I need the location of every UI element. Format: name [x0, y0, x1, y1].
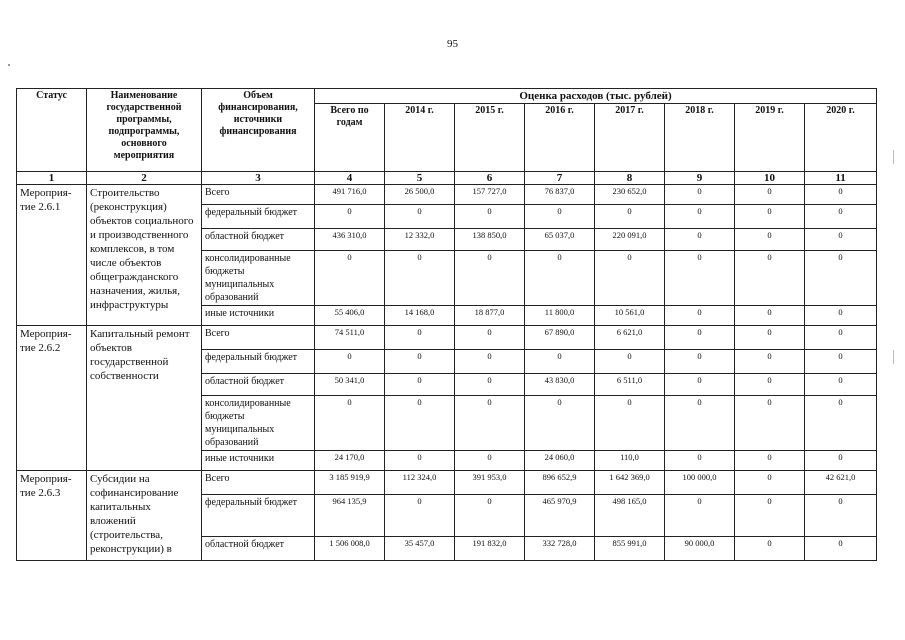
column-number: 10 [735, 172, 805, 185]
year-value-cell: 0 [385, 326, 455, 350]
year-value-cell: 0 [735, 471, 805, 495]
expenditure-table [16, 88, 877, 561]
total-value-cell: 50 341,0 [315, 374, 385, 396]
year-value-cell: 11 800,0 [525, 306, 595, 326]
header-year: 2020 г. [805, 104, 877, 172]
table-row [17, 185, 877, 205]
year-value-cell: 0 [595, 396, 665, 451]
page-number: 95 [447, 38, 458, 50]
total-value-cell: 74 511,0 [315, 326, 385, 350]
year-value-cell: 0 [735, 306, 805, 326]
header-year: 2018 г. [665, 104, 735, 172]
header-year: 2016 г. [525, 104, 595, 172]
header-status: Статус [17, 89, 87, 172]
year-value-cell: 0 [805, 374, 877, 396]
year-value-cell: 0 [595, 205, 665, 229]
column-number: 8 [595, 172, 665, 185]
year-value-cell: 65 037,0 [525, 229, 595, 251]
year-value-cell: 391 953,0 [455, 471, 525, 495]
year-value-cell: 0 [595, 251, 665, 306]
status-cell: Мероприя-тие 2.6.1 [17, 185, 87, 326]
header-year: 2019 г. [735, 104, 805, 172]
year-value-cell: 14 168,0 [385, 306, 455, 326]
total-value-cell: 55 406,0 [315, 306, 385, 326]
year-value-cell: 112 324,0 [385, 471, 455, 495]
total-value-cell: 1 506 008,0 [315, 537, 385, 561]
funding-source-cell: федеральный бюджет [202, 205, 315, 229]
year-value-cell: 0 [805, 537, 877, 561]
year-value-cell: 0 [805, 495, 877, 537]
year-value-cell: 0 [385, 396, 455, 451]
total-value-cell: 0 [315, 205, 385, 229]
year-value-cell: 0 [805, 205, 877, 229]
year-value-cell: 24 060,0 [525, 451, 595, 471]
year-value-cell: 0 [385, 374, 455, 396]
year-value-cell: 0 [385, 205, 455, 229]
measure-name-cell: Строительство (реконструкция) объектов социального и производственного комплексов, в том числе объектов общегражданского назначения, жилья, инфраструктуры [87, 185, 202, 326]
year-value-cell: 0 [735, 229, 805, 251]
year-value-cell: 0 [665, 251, 735, 306]
year-value-cell: 0 [665, 495, 735, 537]
year-value-cell: 896 652,9 [525, 471, 595, 495]
year-value-cell: 0 [805, 306, 877, 326]
year-value-cell: 0 [735, 451, 805, 471]
year-value-cell: 0 [665, 350, 735, 374]
year-value-cell: 191 832,0 [455, 537, 525, 561]
year-value-cell: 0 [665, 451, 735, 471]
year-value-cell: 0 [805, 350, 877, 374]
year-value-cell: 0 [385, 251, 455, 306]
funding-source-cell: иные источники [202, 451, 315, 471]
year-value-cell: 220 091,0 [595, 229, 665, 251]
year-value-cell: 35 457,0 [385, 537, 455, 561]
scan-margin-mark [893, 350, 894, 364]
year-value-cell: 0 [805, 326, 877, 350]
column-number: 11 [805, 172, 877, 185]
total-value-cell: 0 [315, 350, 385, 374]
funding-source-cell: Всего [202, 185, 315, 205]
year-value-cell: 0 [385, 451, 455, 471]
header-year: 2014 г. [385, 104, 455, 172]
year-value-cell: 0 [665, 326, 735, 350]
total-value-cell: 964 135,9 [315, 495, 385, 537]
year-value-cell: 42 621,0 [805, 471, 877, 495]
year-value-cell: 18 877,0 [455, 306, 525, 326]
column-number: 6 [455, 172, 525, 185]
year-value-cell: 0 [735, 495, 805, 537]
year-value-cell: 0 [525, 205, 595, 229]
year-value-cell: 0 [595, 350, 665, 374]
scan-margin-mark [893, 150, 894, 164]
year-value-cell: 0 [525, 350, 595, 374]
column-number: 4 [315, 172, 385, 185]
year-value-cell: 0 [455, 205, 525, 229]
table-row [17, 471, 877, 495]
year-value-cell: 0 [805, 451, 877, 471]
year-value-cell: 230 652,0 [595, 185, 665, 205]
year-value-cell: 332 728,0 [525, 537, 595, 561]
header-finance: Объем финансирования, источники финансирования [202, 89, 315, 172]
year-value-cell: 0 [525, 396, 595, 451]
column-number: 1 [17, 172, 87, 185]
year-value-cell: 0 [455, 374, 525, 396]
measure-name-cell: Субсидии на софинансирование капитальных вложений (строительства, реконструкции) в [87, 471, 202, 561]
funding-source-cell: консолидированные бюджеты муниципальных образований [202, 396, 315, 451]
funding-source-cell: иные источники [202, 306, 315, 326]
year-value-cell: 138 850,0 [455, 229, 525, 251]
year-value-cell: 0 [455, 495, 525, 537]
status-cell: Мероприя-тие 2.6.3 [17, 471, 87, 561]
year-value-cell: 26 500,0 [385, 185, 455, 205]
year-value-cell: 0 [735, 205, 805, 229]
year-value-cell: 0 [455, 451, 525, 471]
year-value-cell: 0 [735, 251, 805, 306]
year-value-cell: 0 [665, 185, 735, 205]
header-estimate: Оценка расходов (тыс. рублей) [315, 89, 877, 104]
year-value-cell: 0 [735, 185, 805, 205]
funding-source-cell: областной бюджет [202, 229, 315, 251]
column-number: 3 [202, 172, 315, 185]
year-value-cell: 1 642 369,0 [595, 471, 665, 495]
year-value-cell: 10 561,0 [595, 306, 665, 326]
funding-source-cell: федеральный бюджет [202, 350, 315, 374]
funding-source-cell: федеральный бюджет [202, 495, 315, 537]
year-value-cell: 0 [665, 306, 735, 326]
column-number: 7 [525, 172, 595, 185]
scan-speck [8, 64, 10, 66]
year-value-cell: 157 727,0 [455, 185, 525, 205]
year-value-cell: 498 165,0 [595, 495, 665, 537]
column-number: 9 [665, 172, 735, 185]
year-value-cell: 0 [735, 374, 805, 396]
measure-name-cell: Капитальный ремонт объектов государственной собственности [87, 326, 202, 471]
year-value-cell: 6 621,0 [595, 326, 665, 350]
year-value-cell: 0 [805, 229, 877, 251]
year-value-cell: 12 332,0 [385, 229, 455, 251]
funding-source-cell: консолидированные бюджеты муниципальных образований [202, 251, 315, 306]
year-value-cell: 0 [455, 326, 525, 350]
year-value-cell: 0 [735, 350, 805, 374]
year-value-cell: 465 970,9 [525, 495, 595, 537]
funding-source-cell: Всего [202, 471, 315, 495]
year-value-cell: 0 [665, 396, 735, 451]
year-value-cell: 0 [455, 251, 525, 306]
total-value-cell: 0 [315, 396, 385, 451]
column-number: 5 [385, 172, 455, 185]
year-value-cell: 0 [455, 396, 525, 451]
total-value-cell: 436 310,0 [315, 229, 385, 251]
year-value-cell: 0 [665, 229, 735, 251]
year-value-cell: 0 [735, 537, 805, 561]
funding-source-cell: областной бюджет [202, 537, 315, 561]
year-value-cell: 43 830,0 [525, 374, 595, 396]
year-value-cell: 67 890,0 [525, 326, 595, 350]
year-value-cell: 76 837,0 [525, 185, 595, 205]
year-value-cell: 0 [665, 205, 735, 229]
year-value-cell: 0 [735, 396, 805, 451]
total-value-cell: 491 716,0 [315, 185, 385, 205]
header-total: Всего по годам [315, 104, 385, 172]
year-value-cell: 0 [455, 350, 525, 374]
year-value-cell: 0 [735, 326, 805, 350]
funding-source-cell: Всего [202, 326, 315, 350]
year-value-cell: 0 [805, 396, 877, 451]
year-value-cell: 0 [525, 251, 595, 306]
total-value-cell: 3 185 919,9 [315, 471, 385, 495]
year-value-cell: 855 991,0 [595, 537, 665, 561]
year-value-cell: 6 511,0 [595, 374, 665, 396]
header-year: 2015 г. [455, 104, 525, 172]
column-number: 2 [87, 172, 202, 185]
funding-source-cell: областной бюджет [202, 374, 315, 396]
table-row [17, 326, 877, 350]
header-year: 2017 г. [595, 104, 665, 172]
year-value-cell: 110,0 [595, 451, 665, 471]
header-name: Наименование государственной программы, подпрограммы, основного мероприятия [87, 89, 202, 172]
total-value-cell: 0 [315, 251, 385, 306]
total-value-cell: 24 170,0 [315, 451, 385, 471]
year-value-cell: 0 [805, 185, 877, 205]
status-cell: Мероприя-тие 2.6.2 [17, 326, 87, 471]
year-value-cell: 0 [805, 251, 877, 306]
year-value-cell: 90 000,0 [665, 537, 735, 561]
year-value-cell: 0 [385, 350, 455, 374]
year-value-cell: 0 [665, 374, 735, 396]
year-value-cell: 100 000,0 [665, 471, 735, 495]
year-value-cell: 0 [385, 495, 455, 537]
